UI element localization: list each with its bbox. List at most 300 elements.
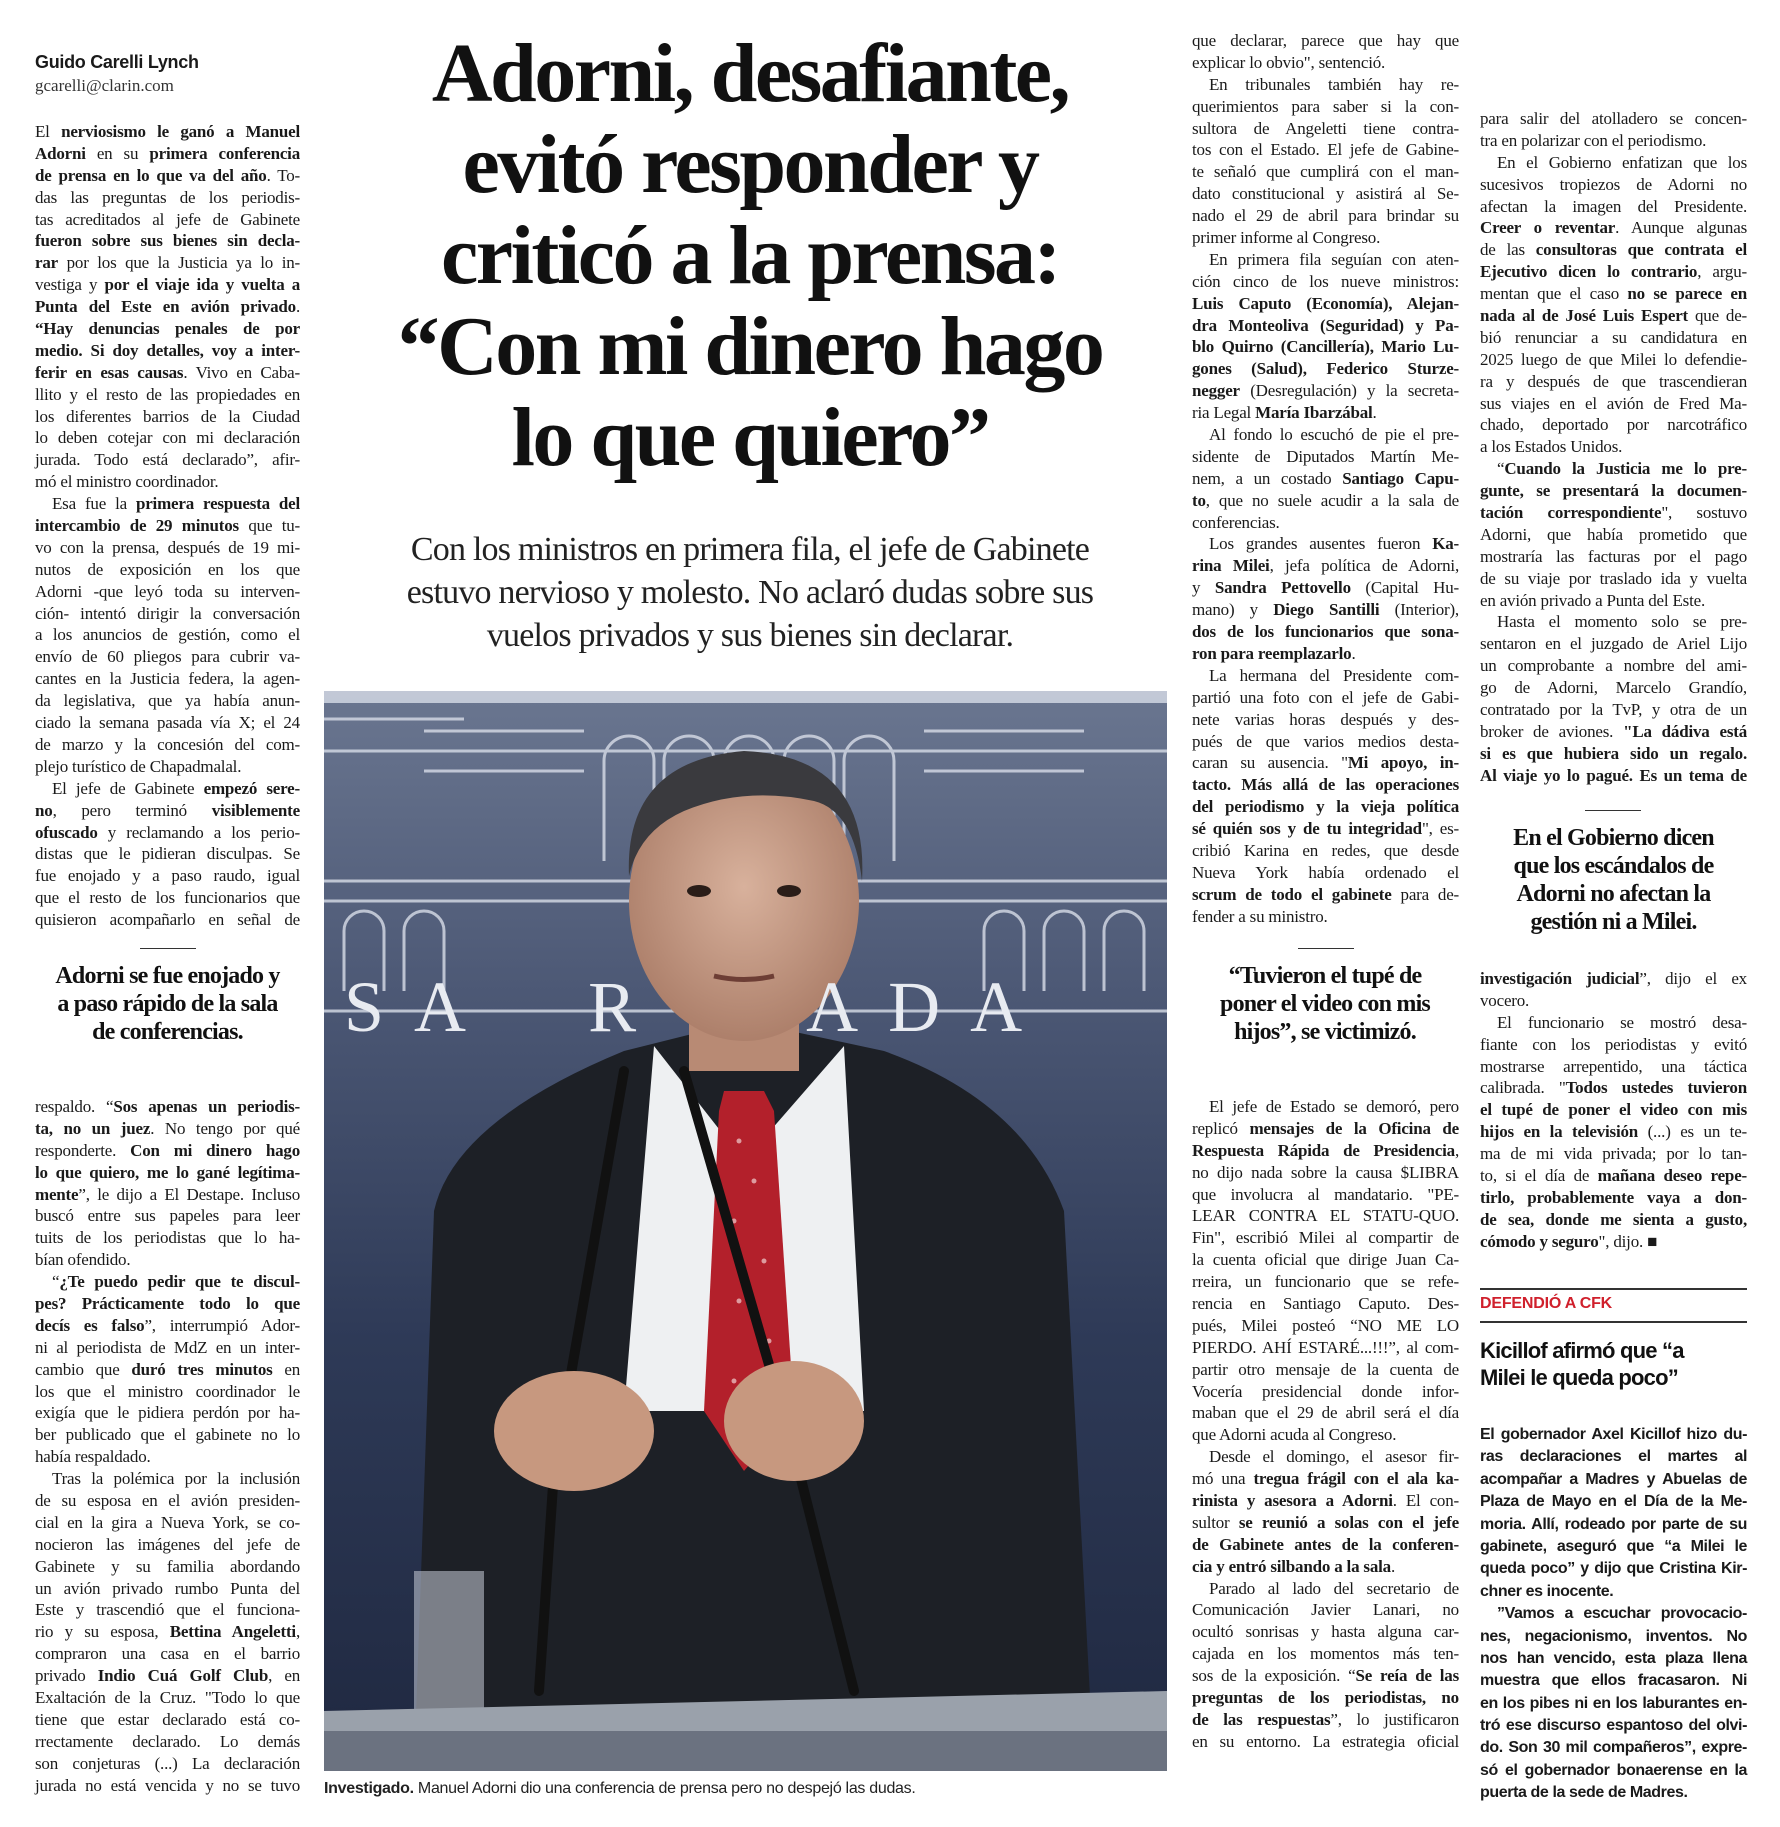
text: ción cinco de los nueve ministros:: [1192, 271, 1459, 291]
bold-text: Punta del Este en avión privado: [35, 297, 296, 317]
text: tas acreditados al jefe de Gabinete: [35, 209, 300, 229]
paragraph: [1192, 533, 1459, 664]
text: rrectamente declarado. Lo demás: [35, 1731, 300, 1751]
text-line: [35, 1293, 300, 1315]
text-line: [1192, 621, 1459, 643]
text: Exaltación de la Cruz. "Todo lo que: [35, 1688, 300, 1708]
bold-text: to: [1192, 490, 1206, 510]
text-line: [1192, 1621, 1459, 1643]
text-line: [1480, 699, 1747, 721]
text-line: [1192, 665, 1459, 687]
text-line: [1192, 1599, 1459, 1621]
text: llito y el resto de las propiedades en: [35, 384, 300, 404]
text: nos han vencido, esta plaza llena: [1480, 1649, 1747, 1667]
text: .: [1372, 403, 1377, 423]
text: El jefe de Estado se demoró, pero: [1209, 1097, 1459, 1116]
text-line: [1192, 512, 1459, 534]
text-line: [1480, 1187, 1747, 1209]
text: en los pibes ni en los laburantes en-: [1480, 1694, 1747, 1712]
text-line: [35, 1556, 300, 1578]
text-line: [1192, 555, 1459, 577]
text-line: [35, 1753, 300, 1775]
bold-text: Creer o reventar: [1480, 218, 1616, 238]
text: .: [1390, 1556, 1396, 1576]
text: que declarar, parece que hay que: [1192, 31, 1459, 50]
text: son conjeturas (...) La declaración: [35, 1753, 300, 1773]
sidebar-headline: [1480, 1337, 1684, 1391]
text-line: [1192, 271, 1459, 293]
text-line: [1480, 1143, 1747, 1165]
text-line: [35, 1402, 300, 1424]
text: rreira, un funcionario que se refe-: [1192, 1272, 1459, 1292]
text: ción- intentó dirigir la conversación: [35, 603, 300, 623]
text-line: [1480, 480, 1747, 502]
text: ”, lo justificaron: [1330, 1709, 1459, 1729]
text-line: [1192, 1512, 1459, 1534]
text-line: [1192, 1096, 1459, 1118]
text-line: [35, 1249, 300, 1271]
text: Hasta el momento solo se pre-: [1497, 612, 1747, 632]
bold-text: Se reía de las: [1355, 1666, 1459, 1686]
text: sultor: [1192, 1512, 1239, 1532]
text: mostrarse arrepentido, una táctica: [1480, 1056, 1747, 1076]
text-line: [1192, 1162, 1459, 1184]
text: los que el ministro coordinador le: [35, 1381, 300, 1401]
bold-text: ¿Te puedo pedir que te discul-: [59, 1272, 300, 1292]
text-line: [1192, 1140, 1459, 1162]
text-line: [35, 1424, 300, 1446]
text: contratado por la TvP, y otra de un: [1480, 700, 1747, 720]
text-line: [35, 822, 300, 844]
text: nado el 29 de abril para brindar su: [1192, 206, 1459, 226]
bold-text: primera respuesta del: [135, 494, 300, 514]
text: do. Son 30 mil compañeros”, expre-: [1480, 1739, 1747, 1757]
bold-text: dos de los funcionarios que sona-: [1192, 622, 1459, 642]
text: conferencias.: [1192, 512, 1280, 532]
text: responderte.: [35, 1140, 131, 1160]
bold-text: mañana deseo repe-: [1597, 1166, 1747, 1186]
text: tró ese discurso espantoso del olvi-: [1480, 1717, 1747, 1735]
bold-text: Sandra Pettovello: [1214, 578, 1351, 598]
headline-line: evitó responder y: [462, 118, 1038, 211]
text-line: [1480, 1034, 1747, 1056]
bold-text: dra Monteoliva (Seguridad) y Pa-: [1192, 315, 1459, 335]
bold-text: del periodismo y la vieja política: [1192, 797, 1459, 817]
text: Desde el domingo, el asesor fir-: [1209, 1447, 1459, 1467]
text: chado, deportado por narcotráfico: [1480, 415, 1747, 435]
text: nes, negacionismo, inventos. No: [1480, 1627, 1747, 1645]
bold-text: Bettina Angeletti: [169, 1622, 296, 1642]
text-line: [1192, 1709, 1459, 1731]
text: Comunicación Javier Lanari, no: [1192, 1600, 1459, 1620]
bold-text: cómodo y seguro: [1480, 1231, 1599, 1251]
photo-caption: [324, 1780, 916, 1798]
byline-email[interactable]: gcarelli@clarin.com: [35, 76, 174, 95]
text-line: [35, 1140, 300, 1162]
text-line: [1192, 424, 1459, 446]
text-line: [1192, 1184, 1459, 1206]
text: Adorni, que había prometido que: [1480, 524, 1747, 544]
text-line: [35, 734, 300, 756]
subhead-line: que los escándalos de: [1513, 853, 1714, 879]
text: Parado al lado del secretario de: [1209, 1578, 1459, 1598]
text: tra en polarizar con el periodismo.: [1480, 130, 1707, 150]
text: (Interior),: [1379, 600, 1459, 620]
text-line: [1480, 1715, 1747, 1737]
text: vestiga y: [35, 275, 105, 295]
text: para de-: [1391, 884, 1459, 904]
text-line: [1192, 358, 1459, 380]
text: en su: [85, 143, 150, 163]
text-line: [1480, 283, 1747, 305]
text: , jefa política de Adorni,: [1269, 556, 1460, 576]
text: un comprobante a nombre del ami-: [1480, 656, 1747, 676]
text: en avión privado a Punta del Este.: [1480, 590, 1705, 610]
text: ", dijo. ■: [1598, 1231, 1658, 1251]
text-line: [1192, 183, 1459, 205]
text: acompañar a Madres y Abuelas de: [1480, 1470, 1747, 1488]
text-line: [35, 1118, 300, 1140]
text-line: [1480, 261, 1747, 283]
text-line: [35, 493, 300, 515]
text: en su entorno. La estrategia oficial: [1192, 1731, 1459, 1751]
text: que tu-: [238, 516, 300, 536]
text: a los anuncios de gestión, como el: [35, 625, 300, 645]
text-line: [35, 1227, 300, 1249]
bold-text: duró tres minutos: [131, 1359, 273, 1379]
bold-text: tirlo, probablemente vaya a don-: [1480, 1187, 1747, 1207]
caption-label: Investigado.: [324, 1780, 414, 1797]
bold-text: Adorni: [35, 143, 86, 163]
text-line: [35, 887, 300, 909]
text-line: [35, 340, 300, 362]
text-line: [35, 1687, 300, 1709]
text: primer informe al Congreso.: [1192, 228, 1381, 248]
bold-text: rinista y asesora a Adorni: [1192, 1491, 1393, 1511]
text-line: [1480, 568, 1747, 590]
text-line: [1480, 546, 1747, 568]
text-line: [35, 1731, 300, 1753]
text: lo deben cotejar con mi declaración: [35, 428, 300, 448]
column-4-top: [1480, 108, 1747, 787]
text: replicó: [1192, 1118, 1250, 1138]
paragraph: [35, 1468, 300, 1796]
text: un avión privado rumbo Punta del: [35, 1578, 300, 1598]
text: cantes en la Justicia federa, la agen-: [35, 669, 300, 689]
text-line: [1192, 490, 1459, 512]
text: por los que la Justicia ya lo in-: [58, 253, 300, 273]
text: Este y trascendió que el funciona-: [35, 1600, 300, 1620]
text: . El con-: [1392, 1491, 1459, 1511]
bold-text: Cuando la Justicia me lo pre-: [1504, 459, 1747, 479]
text-line: [1480, 152, 1747, 174]
text: ber publicado que el gabinete no lo: [35, 1425, 300, 1445]
text: PIERDO. AHÍ ESTARÉ...!!!”, al com-: [1192, 1337, 1459, 1357]
text: tos con el Estado. El jefe de Gabine-: [1192, 140, 1459, 160]
press-conference-photo: [324, 691, 1167, 1771]
sidebar-bottom-rule: [1480, 1321, 1747, 1323]
column-1-bottom: [35, 1096, 300, 1797]
bold-text: scrum de todo el gabinete: [1192, 884, 1392, 904]
text: gabinete, aseguró que “a Milei le: [1480, 1537, 1747, 1555]
bold-text: de Gabinete antes de la conferen-: [1192, 1534, 1459, 1554]
text: 2025 luego de que Milei lo defendie-: [1480, 349, 1747, 369]
text: te señaló que cumplirá con el man-: [1192, 162, 1459, 182]
bold-text: Ejecutivo dicen lo contrario: [1480, 262, 1698, 282]
text-line: [1192, 599, 1459, 621]
text: to, si el día de: [1480, 1166, 1598, 1186]
text: que de-: [1688, 306, 1747, 326]
text-line: [1192, 227, 1459, 249]
text: “: [52, 1272, 60, 1292]
text: ,: [295, 1622, 300, 1642]
text-line: [1480, 1077, 1747, 1099]
text-line: [35, 1621, 300, 1643]
text: nete varias horas después y des-: [1192, 709, 1459, 729]
text: queda poco” y dijo que Cristina Kir-: [1480, 1560, 1747, 1578]
text-line: [35, 1709, 300, 1731]
text: sidente de Diputados Martín Me-: [1192, 446, 1459, 466]
text-line: [1192, 1271, 1459, 1293]
bold-text: hijos en la televisión: [1480, 1122, 1639, 1142]
paragraph: [1192, 1578, 1459, 1753]
text-line: [35, 1578, 300, 1600]
text-line: [1192, 96, 1459, 118]
text-line: [1480, 1469, 1747, 1491]
text-line: [1192, 1402, 1459, 1424]
text-line: [35, 1315, 300, 1337]
divider: [1585, 810, 1641, 811]
text: La hermana del Presidente com-: [1209, 665, 1459, 685]
deck-line: Con los ministros en primera fila, el jefe de Gabinete: [410, 531, 1090, 568]
bold-text: María Ibarzábal: [1255, 403, 1373, 423]
text-line: [1480, 524, 1747, 546]
text-line: [1192, 774, 1459, 796]
text: nutos de exposición en los que: [35, 559, 300, 579]
text-line: [35, 1599, 300, 1621]
text-line: [35, 427, 300, 449]
bold-text: Sos apenas un periodis-: [113, 1097, 300, 1116]
text-line: [1480, 502, 1747, 524]
text-line: [1192, 818, 1459, 840]
subhead-line: “Tuvieron el tupé de: [1228, 963, 1422, 989]
text: que involucra al mandatario. "PE-: [1192, 1184, 1459, 1204]
text: .: [295, 297, 300, 317]
text-line: [1192, 380, 1459, 402]
text-line: [1480, 130, 1747, 152]
column-4-subhead: [1475, 824, 1752, 936]
text-line: [35, 1446, 300, 1468]
text: Adorni -que leyó toda su interven-: [35, 581, 300, 601]
bold-text: Santiago Capu-: [1342, 468, 1459, 488]
text-line: [35, 1205, 300, 1227]
bold-text: “Hay denuncias penales de por: [35, 319, 300, 339]
text: nocieron las imágenes del jefe de: [35, 1534, 300, 1554]
text: vo con la prensa, después de 19 mi-: [35, 537, 300, 557]
text-line: [1480, 174, 1747, 196]
text: ”, interrumpió Ador-: [144, 1315, 300, 1335]
text-line: [35, 909, 300, 931]
text: rencia en Santiago Caputo. Des-: [1192, 1294, 1459, 1314]
bold-text: ta, no un juez: [35, 1118, 151, 1138]
text-line: [1192, 752, 1459, 774]
sidebar-kicker: DEFENDIÓ A CFK: [1480, 1295, 1613, 1312]
text-line: [1192, 709, 1459, 731]
text-line: [1480, 1012, 1747, 1034]
deck: [330, 528, 1170, 657]
text-line: [1192, 1227, 1459, 1249]
text-line: [1192, 1665, 1459, 1687]
text-line: [1480, 1491, 1747, 1513]
text-line: [35, 603, 300, 625]
text-line: [1480, 108, 1747, 130]
text: cambio que: [35, 1359, 132, 1379]
text-line: [1192, 796, 1459, 818]
text: vocero.: [1480, 990, 1530, 1010]
column-1-top: [35, 121, 300, 931]
bold-text: nada al de José Luis Espert: [1480, 306, 1689, 326]
text-line: [35, 1337, 300, 1359]
text-line: [1480, 217, 1747, 239]
text-line: [1480, 1514, 1747, 1536]
text-line: [35, 537, 300, 559]
bold-text: ron para reemplazarlo: [1192, 643, 1352, 663]
bold-text: lo que quiero, me lo gané legítima-: [35, 1162, 300, 1182]
bold-text: investigación judicial: [1480, 969, 1640, 988]
text: cial en la gira a Nueva York, se co-: [35, 1512, 300, 1532]
text-line: [1192, 1468, 1459, 1490]
text: sentaron en el juzgado de Ariel Lijo: [1480, 634, 1747, 654]
text-line: [1480, 327, 1747, 349]
headline-line: lo que quiero”: [511, 391, 989, 484]
text-line: [1192, 1293, 1459, 1315]
text-line: [35, 646, 300, 668]
text-line: [35, 252, 300, 274]
text: dato constitucional y asistirá al Se-: [1192, 184, 1459, 204]
text: muestra que ellos fracasaron. Ni: [1480, 1672, 1747, 1690]
text-line: [1192, 1687, 1459, 1709]
text-line: [35, 756, 300, 778]
text: partió una foto con el jefe de Gabi-: [1192, 687, 1459, 707]
water-glass: [414, 1571, 484, 1711]
text-line: [35, 209, 300, 231]
text: calibrada. ": [1480, 1078, 1566, 1098]
text: En el Gobierno enfatizan que los: [1497, 152, 1747, 172]
bold-text: no: [35, 800, 53, 820]
text: envío de 60 pliegos para cubrir va-: [35, 647, 300, 667]
text: ,: [1454, 1140, 1459, 1160]
text-line: [1480, 968, 1747, 990]
text: la cuenta oficial que dirige Juan Ca-: [1192, 1250, 1459, 1270]
deck-line: vuelos privados y sus bienes sin declarar.: [486, 617, 1014, 654]
bold-text: de prensa en lo que va del año: [35, 165, 267, 185]
bold-text: tación correspondiente: [1480, 503, 1662, 523]
text-line: [1480, 590, 1747, 612]
text-line: [35, 121, 300, 143]
text-line: [1192, 205, 1459, 227]
text: caran su ausencia. ": [1192, 753, 1348, 773]
caption-text: Manuel Adorni dio una conferencia de prensa pero no despejó las dudas.: [413, 1780, 916, 1797]
bold-text: sé quién sos y de tu integridad: [1192, 819, 1422, 839]
text: ”, le dijo a El Destape. Incluso: [78, 1184, 300, 1204]
text: rio y su esposa,: [35, 1622, 170, 1642]
text: chner es inocente.: [1480, 1582, 1614, 1600]
main-photo: [324, 691, 1167, 1771]
subhead-line: a paso rápido de la sala: [57, 991, 278, 1017]
divider: [1298, 948, 1354, 949]
text-line: [1480, 1782, 1747, 1804]
text: da legislativa, que ya había anun-: [35, 691, 300, 711]
text: nem, a un costado: [1192, 468, 1343, 488]
text: El jefe de Gabinete: [52, 778, 204, 798]
text: cribió Karina en redes, que desde: [1192, 840, 1459, 860]
text-line: [1192, 315, 1459, 337]
text: El: [35, 122, 62, 141]
text: fiante con los periodistas y evitó: [1480, 1034, 1747, 1054]
bold-text: si es que hubiera sido un regalo.: [1480, 743, 1747, 763]
paragraph: [1480, 968, 1747, 1012]
text-line: [1480, 1231, 1747, 1253]
text: ", sostuvo: [1661, 503, 1747, 523]
text-line: [1480, 633, 1747, 655]
text: ma de mi vida privada; por lo tan-: [1480, 1144, 1747, 1164]
text: pués, Milei posteó “NO ME LO: [1192, 1315, 1459, 1335]
text-line: [1480, 1209, 1747, 1231]
bold-text: se reunió a solas con el jefe: [1238, 1512, 1459, 1532]
text-line: [1480, 458, 1747, 480]
bold-text: cia y entró silbando a la sala: [1192, 1556, 1391, 1576]
paragraph: [1192, 74, 1459, 249]
text: En tribunales también hay re-: [1209, 74, 1459, 94]
text: de marzo y la concesión del com-: [35, 734, 300, 754]
text-line: [35, 1512, 300, 1534]
text: . Vivo en Caba-: [183, 362, 300, 382]
text-line: [1480, 1603, 1747, 1625]
paragraph: [1480, 1603, 1747, 1805]
text: buscó entre sus papeles para leer: [35, 1206, 300, 1226]
text-line: [35, 362, 300, 384]
paragraph: [35, 778, 300, 931]
text-line: [1192, 862, 1459, 884]
bold-text: consultoras que contrata el: [1535, 240, 1747, 260]
sidebar-body: [1480, 1424, 1747, 1805]
text: mó una: [1192, 1469, 1254, 1489]
text-line: [1480, 305, 1747, 327]
bold-text: Indio Cuá Golf Club: [97, 1666, 269, 1686]
bold-text: Con mi dinero hago: [130, 1140, 301, 1160]
text-line: [1192, 1490, 1459, 1512]
bold-text: medio. Si doy detalles, voy a inter-: [35, 340, 300, 360]
text: ra y después de que trascendieran: [1480, 371, 1747, 391]
text-line: [1480, 1760, 1747, 1782]
text: go de Adorni, Marcelo Grandío,: [1480, 678, 1747, 698]
text: , que no suele acudir a la sala de: [1205, 490, 1459, 510]
text: Los grandes ausentes fueron: [1209, 534, 1433, 554]
text: respaldo. “: [35, 1097, 114, 1116]
text-line: [1480, 1121, 1747, 1143]
text-line: [35, 581, 300, 603]
text: Esa fue la: [52, 494, 136, 514]
text: en: [272, 1359, 301, 1379]
text-line: [1192, 1556, 1459, 1578]
text-line: [1480, 677, 1747, 699]
text: Fin", escribió Milei al compartir de: [1192, 1228, 1459, 1248]
byline-author: Guido Carelli Lynch: [35, 52, 199, 72]
bold-text: pes? Prácticamente todo lo que: [35, 1294, 300, 1314]
bold-text: gunte, se presentará la documen-: [1480, 481, 1747, 501]
paragraph: [1480, 108, 1747, 152]
text-line: [1192, 643, 1459, 665]
